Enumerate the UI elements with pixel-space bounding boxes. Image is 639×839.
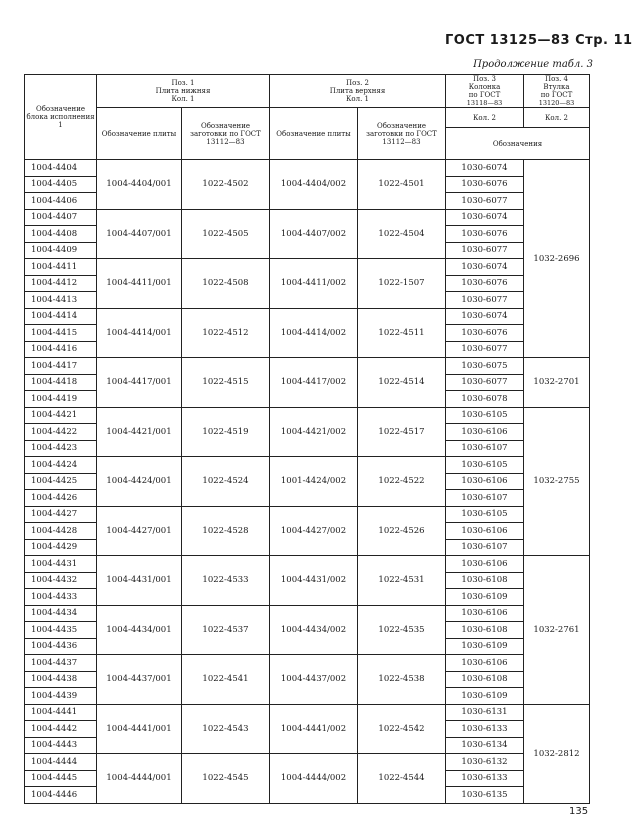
blank-designation: 1022-4524 [182,457,270,507]
block-designation: 1004-4415 [25,325,97,342]
pos4-qty: Кол. 2 [524,108,590,128]
block-designation: 1004-4412 [25,275,97,292]
block-designation: 1004-4432 [25,572,97,589]
blank-designation: 1022-4537 [182,605,270,655]
blank-designation: 1022-4501 [358,160,446,210]
plate-designation: 1004-4411/001 [97,259,182,309]
plate-designation: 1004-4431/002 [270,556,358,606]
block-designation: 1004-4433 [25,589,97,606]
blank-designation: 1022-4533 [182,556,270,606]
column-designation: 1030-6107 [446,490,524,507]
blank-designation: 1022-4526 [358,506,446,556]
plate-designation: 1004-4444/001 [97,754,182,804]
table-row [25,457,590,474]
blank-designation: 1022-4508 [182,259,270,309]
column-designation: 1030-6105 [446,457,524,474]
block-designation: 1004-4416 [25,341,97,358]
block-designation: 1004-4435 [25,622,97,639]
block-designation: 1004-4445 [25,770,97,787]
column-designation: 1030-6135 [446,787,524,804]
plate-designation: 1004-4434/001 [97,605,182,655]
plate-designation: 1004-4437/001 [97,655,182,705]
blank-designation: 1022-1507 [358,259,446,309]
table-row [25,506,590,523]
plate-designation: 1001-4424/002 [270,457,358,507]
block-designation: 1004-4429 [25,539,97,556]
pos4-header: Поз. 4 Втулка по ГОСТ 13120—83 [524,75,590,108]
column-designation: 1030-6106 [446,655,524,672]
block-designation: 1004-4406 [25,193,97,210]
bushing-designation: 1032-2755 [524,407,590,556]
plate-designation: 1004-4417/002 [270,358,358,408]
block-designation: 1004-4443 [25,737,97,754]
table-row [25,556,590,573]
block-designation: 1004-4409 [25,242,97,259]
pos3-qty: Кол. 2 [446,108,524,128]
blank-designation: 1022-4504 [358,209,446,259]
column-designation: 1030-6108 [446,622,524,639]
block-designation: 1004-4423 [25,440,97,457]
block-designation: 1004-4413 [25,292,97,309]
table-row [25,160,590,177]
pos2-header: Поз. 2 Плита верхняя Кол. 1 [270,75,446,108]
table-row [25,605,590,622]
plate-designation: 1004-4421/002 [270,407,358,457]
column-designation: 1030-6106 [446,605,524,622]
page-number: 135 [569,806,589,817]
column-designation: 1030-6132 [446,754,524,771]
table-row [25,308,590,325]
page-header: ГОСТ 13125—83 Стр. 11 [445,33,633,48]
column-designation: 1030-6076 [446,325,524,342]
column-designation: 1030-6074 [446,160,524,177]
table-row [25,655,590,672]
plate-designation: 1004-4407/002 [270,209,358,259]
plate-designation: 1004-4441/001 [97,704,182,754]
column-designation: 1030-6077 [446,341,524,358]
column-designation: 1030-6133 [446,721,524,738]
block-designation: 1004-4444 [25,754,97,771]
blank-designation: 1022-4542 [358,704,446,754]
blank-designation: 1022-4512 [182,308,270,358]
block-designation: 1004-4426 [25,490,97,507]
block-designation: 1004-4428 [25,523,97,540]
block-designation: 1004-4405 [25,176,97,193]
bushing-designation: 1032-2761 [524,556,590,705]
plate-designation: 1004-4414/001 [97,308,182,358]
block-designation: 1004-4437 [25,655,97,672]
block-designation: 1004-4424 [25,457,97,474]
blank-designation: 1022-4538 [358,655,446,705]
sub-blank2-header: Обозначение заготовки по ГОСТ 13112—83 [358,108,446,160]
plate-designation: 1004-4424/001 [97,457,182,507]
plate-designation: 1004-4434/002 [270,605,358,655]
blank-designation: 1022-4502 [182,160,270,210]
blank-designation: 1022-4528 [182,506,270,556]
sub-plate-header: Обозначение плиты [97,108,182,160]
col-block-header: Обозначение блока исполнения 1 [25,75,97,160]
continuation-note: Продолжение табл. 3 [473,59,593,70]
bushing-designation: 1032-2701 [524,358,590,408]
blank-designation: 1022-4522 [358,457,446,507]
column-designation: 1030-6107 [446,440,524,457]
block-designation: 1004-4425 [25,473,97,490]
block-designation: 1004-4434 [25,605,97,622]
plate-designation: 1004-4414/002 [270,308,358,358]
block-designation: 1004-4446 [25,787,97,804]
column-designation: 1030-6105 [446,506,524,523]
column-designation: 1030-6106 [446,424,524,441]
column-designation: 1030-6109 [446,638,524,655]
column-designation: 1030-6133 [446,770,524,787]
table-row [25,754,590,771]
block-designation: 1004-4419 [25,391,97,408]
column-designation: 1030-6077 [446,193,524,210]
block-designation: 1004-4436 [25,638,97,655]
blank-designation: 1022-4544 [358,754,446,804]
column-designation: 1030-6134 [446,737,524,754]
column-designation: 1030-6077 [446,242,524,259]
table-row [25,259,590,276]
sub-plate2-header: Обозначение плиты [270,108,358,160]
column-designation: 1030-6109 [446,688,524,705]
plate-designation: 1004-4427/002 [270,506,358,556]
column-designation: 1030-6075 [446,358,524,375]
plate-designation: 1004-4404/002 [270,160,358,210]
blank-designation: 1022-4517 [358,407,446,457]
column-designation: 1030-6074 [446,259,524,276]
block-designation: 1004-4417 [25,358,97,375]
column-designation: 1030-6106 [446,556,524,573]
block-designation: 1004-4441 [25,704,97,721]
block-designation: 1004-4418 [25,374,97,391]
blank-designation: 1022-4531 [358,556,446,606]
column-designation: 1030-6076 [446,176,524,193]
bushing-designation: 1032-2696 [524,160,590,358]
pos3-header: Поз. 3 Колонка по ГОСТ 13118—83 [446,75,524,108]
table-row [25,358,590,375]
block-designation: 1004-4422 [25,424,97,441]
data-table [24,74,590,804]
plate-designation: 1004-4407/001 [97,209,182,259]
block-designation: 1004-4438 [25,671,97,688]
column-designation: 1030-6131 [446,704,524,721]
column-designation: 1030-6076 [446,275,524,292]
plate-designation: 1004-4441/002 [270,704,358,754]
column-designation: 1030-6074 [446,308,524,325]
column-designation: 1030-6105 [446,407,524,424]
block-designation: 1004-4411 [25,259,97,276]
column-designation: 1030-6106 [446,523,524,540]
blank-designation: 1022-4505 [182,209,270,259]
block-designation: 1004-4439 [25,688,97,705]
bushing-designation: 1032-2812 [524,704,590,803]
column-designation: 1030-6108 [446,572,524,589]
block-designation: 1004-4421 [25,407,97,424]
block-designation: 1004-4442 [25,721,97,738]
blank-designation: 1022-4519 [182,407,270,457]
plate-designation: 1004-4417/001 [97,358,182,408]
plate-designation: 1004-4444/002 [270,754,358,804]
blank-designation: 1022-4545 [182,754,270,804]
plate-designation: 1004-4404/001 [97,160,182,210]
table-row [25,704,590,721]
block-designation: 1004-4427 [25,506,97,523]
table-row [25,407,590,424]
blank-designation: 1022-4543 [182,704,270,754]
sub-designation-header: Обозначения [446,128,590,160]
plate-designation: 1004-4437/002 [270,655,358,705]
blank-designation: 1022-4511 [358,308,446,358]
blank-designation: 1022-4514 [358,358,446,408]
column-designation: 1030-6076 [446,226,524,243]
plate-designation: 1004-4421/001 [97,407,182,457]
block-designation: 1004-4404 [25,160,97,177]
column-designation: 1030-6074 [446,209,524,226]
table-row [25,209,590,226]
plate-designation: 1004-4431/001 [97,556,182,606]
sub-blank-header: Обозначение заготовки по ГОСТ 13112—83 [182,108,270,160]
block-designation: 1004-4407 [25,209,97,226]
plate-designation: 1004-4427/001 [97,506,182,556]
blank-designation: 1022-4541 [182,655,270,705]
column-designation: 1030-6109 [446,589,524,606]
blank-designation: 1022-4515 [182,358,270,408]
pos1-header: Поз. 1 Плита нижняя Кол. 1 [97,75,270,108]
column-designation: 1030-6107 [446,539,524,556]
block-designation: 1004-4431 [25,556,97,573]
column-designation: 1030-6108 [446,671,524,688]
block-designation: 1004-4414 [25,308,97,325]
column-designation: 1030-6077 [446,374,524,391]
column-designation: 1030-6078 [446,391,524,408]
column-designation: 1030-6106 [446,473,524,490]
blank-designation: 1022-4535 [358,605,446,655]
column-designation: 1030-6077 [446,292,524,309]
block-designation: 1004-4408 [25,226,97,243]
plate-designation: 1004-4411/002 [270,259,358,309]
